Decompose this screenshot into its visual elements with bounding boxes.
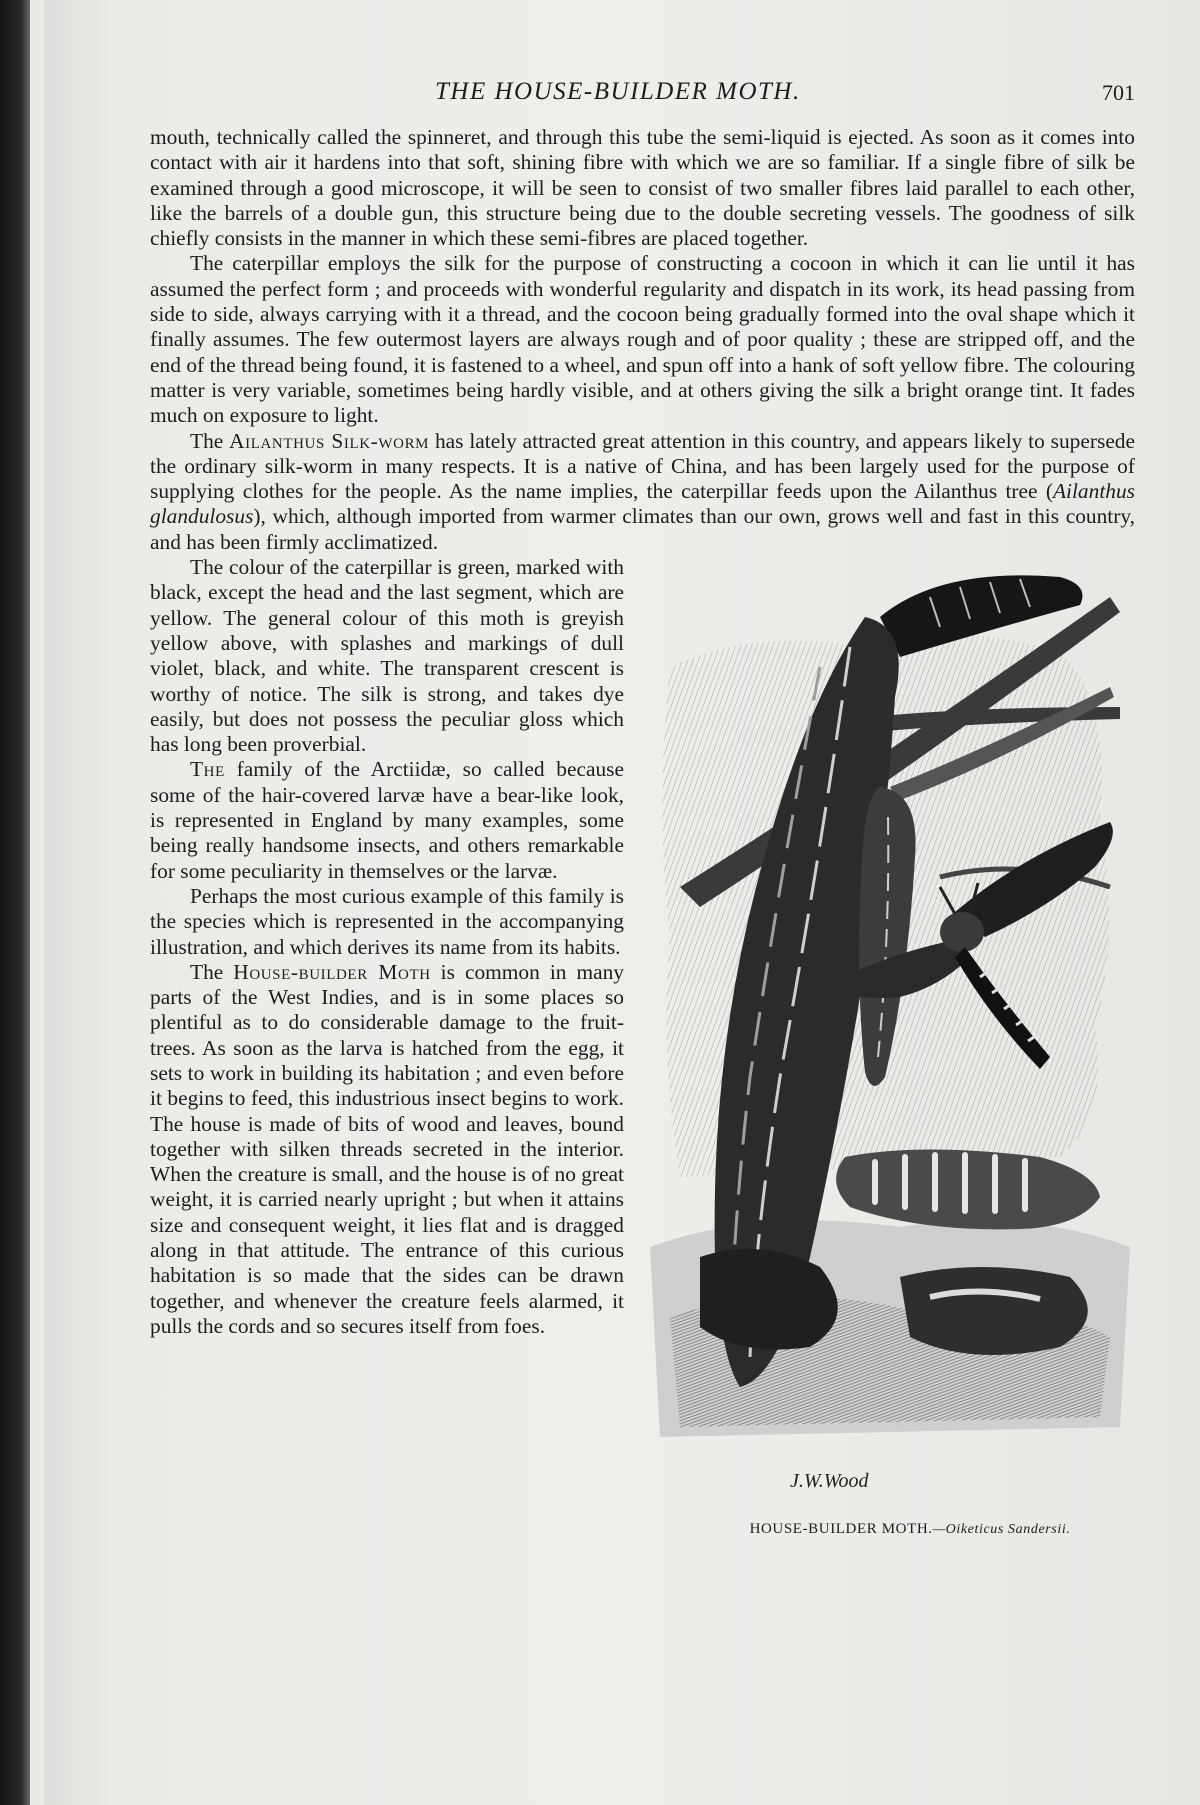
text-run: The [190, 959, 234, 984]
paragraph-3 [150, 429, 1135, 555]
paragraph-6: Perhaps the most curious example of this family is the species which is represented in the accompanying illustration, and which derives its name from its habits. [150, 883, 624, 959]
small-caps-term: Ailanthus Silk-worm [229, 428, 430, 453]
article-body [150, 125, 1135, 1566]
text-run: family of the Arctiidæ, so called because some of the hair-covered larvæ have a bear-like look, is represented in England by many examples, some being really handsome insects, and others remarkable for some peculiarity in themselves or the larvæ. [150, 757, 624, 883]
book-spine-shadow [0, 0, 30, 1805]
paragraph-1: mouth, technically called the spinneret, and through this tube the semi-liquid is ejected. As soon as it comes into contact with air it hardens into that soft, shining fibre with which we are so familiar. If a single fibre of silk be examined through a good microscope, it will be seen to consist of two smaller fibres laid parallel to each other, like the barrels of a double gun, this structure being due to the double secreting vessels. The goodness of silk chiefly consists in the manner in which these semi-fibres are placed together. [150, 125, 1135, 251]
text-run: has lately attracted great attention in this country, and appears likely to supersede the ordinary silk-worm in many respects. It is a native of China, and has been largely used for the purpose of supplying clothes for the people. As the name implies, the caterpillar feeds upon the Ailanthus tree ( [150, 428, 1135, 504]
text-run: The [190, 428, 230, 453]
engraver-signature: J.W.Wood [790, 1470, 869, 1493]
page-number: 701 [1102, 80, 1135, 105]
small-caps-term: The [190, 757, 225, 782]
italic-species-name: Ailanthus glandulosus [150, 479, 1135, 529]
text-run: ), which, although imported from warmer climates than our own, grows well and fast in this country, and has been firmly acclimatized. [150, 504, 1135, 554]
figure-caption [680, 1517, 1140, 1542]
house-builder-moth-engraving [640, 557, 1135, 1517]
paragraph-4: The colour of the caterpillar is green, marked with black, except the head and the last segment, which are yellow. The general colour of this moth is greyish yellow above, with splashes and markings of dull violet, black, and white. The transparent crescent is worthy of notice. The silk is strong, and takes dye easily, but does not possess the peculiar gloss which has long been proverbial. [150, 555, 624, 757]
running-title: THE HOUSE-BUILDER MOTH. [435, 78, 801, 105]
small-caps-term: House-builder Moth [233, 959, 431, 984]
page-header [145, 78, 1145, 112]
text-run: is common in many parts of the West Indies, and is in some places so plentiful as to do considerable damage to the fruit-trees. As soon as the larva is hatched from the egg, it sets to work in building its habitation ; and even before it begins to feed, this industrious insect begins to work. The house is made of bits of wood and leaves, bound together with silken threads secreted in the interior. When the creature is small, and the house is of no great weight, it is carried nearly upright ; but when it attains size and consequent weight, it lies flat and is dragged along in that attitude. The entrance of this curious habitation is so made that the sides can be drawn together, and whenever the creature feels alarmed, it pulls the cords and so secures itself from foes. [150, 959, 624, 1338]
illustration-figure [640, 557, 1135, 1562]
caption-main: HOUSE-BUILDER MOTH. [749, 1521, 933, 1538]
caption-species: —Oiketicus Sandersii. [932, 1522, 1071, 1538]
paragraph-2: The caterpillar employs the silk for the purpose of constructing a cocoon in which it can lie until it has assumed the perfect form ; and proceeds with wonderful regularity and dispatch in its work, its head passing from side to side, always carrying with it a thread, and the cocoon being gradually formed into the oval shape which it finally assumes. The few outermost layers are always rough and of poor quality ; these are stripped off, and the end of the thread being found, it is fastened to a wheel, and spun off into a hank of soft yellow fibre. The colouring matter is very variable, sometimes being hardly visible, and at others giving the silk a bright orange tint. It fades much on exposure to light. [150, 251, 1135, 428]
